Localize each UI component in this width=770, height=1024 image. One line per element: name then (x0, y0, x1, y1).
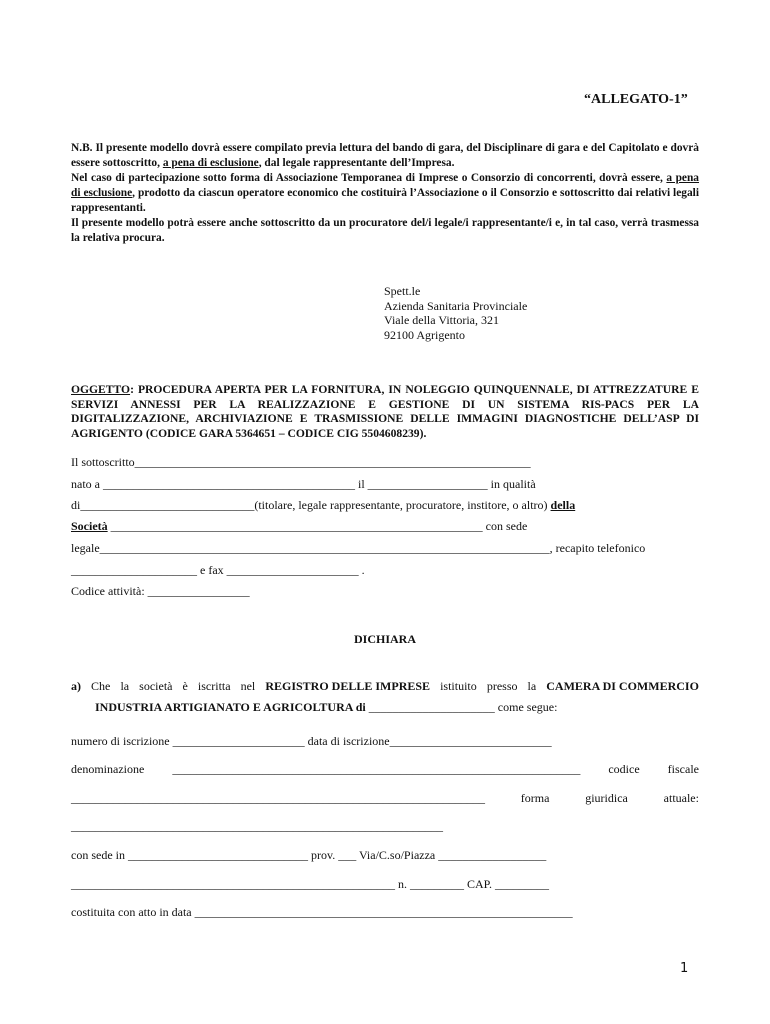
field-denominazione: denominazione ____________________________________________________________________ codice fiscale (71, 762, 699, 776)
nb-paragraph-1: N.B. Il presente modello dovrà essere compilato previa lettura del bando di gara, del Disciplinare di gara e del Capitolato e dovrà essere sottoscritto, a pena di esclusione, dal legale rappresentante dell’Impresa. (71, 142, 699, 169)
oggetto-paragraph (71, 383, 699, 441)
field-telefono-fax: _____________________ e fax ______________________ . (71, 563, 365, 577)
address-line-2: Azienda Sanitaria Provinciale (384, 298, 528, 313)
page-number: 1 (680, 961, 689, 976)
oggetto-label: OGGETTO (71, 383, 131, 396)
document-label-allegato: “ALLEGATO-1” (584, 92, 688, 107)
nb-notice (71, 141, 699, 246)
field-con-sede: con sede in ______________________________ prov. ___ Via/C.so/Piazza __________________ (71, 848, 547, 862)
address-line-3: Viale della Vittoria, 321 (384, 313, 499, 327)
field-qualita: di_____________________________(titolare, legale rappresentante, procuratore, institore, o altro) della (71, 498, 576, 512)
address-line-4: 92100 Agrigento (384, 327, 465, 342)
field-codice-attivita: Codice attività: _________________ (71, 584, 250, 598)
field-costituita: costituita con atto in data _______________________________________________________________ (71, 905, 573, 919)
section-a-line-2: INDUSTRIA ARTIGIANATO E AGRICOLTURA di _____________________ come segue: (95, 700, 558, 714)
field-nato-a: nato a __________________________________________ il ____________________ in qualità (71, 477, 536, 491)
field-sottoscritto: Il sottoscritto__________________________________________________________________ (71, 455, 531, 469)
field-blank-line: ______________________________________________________________ (71, 819, 443, 833)
field-forma-giuridica: _____________________________________________________________________ forma giuridica attuale: (71, 791, 699, 805)
field-numero-cap: ______________________________________________________ n. _________ CAP. _________ (71, 877, 550, 891)
oggetto-text: : PROCEDURA APERTA PER LA FORNITURA, IN NOLEGGIO QUINQUENNALE, DI ATTREZZATURE E SERVIZI ANNESSI PER LA REALIZZAZIONE E GESTIONE DI UN SISTEMA RIS-PACS PER LA DIGITALIZZAZIONE, ARCHIVIAZIONE E TRASMISSIONE DELLE IMMAGINI DIAGNOSTICHE DELL’ASP DI AGRIGENTO (CODICE GARA 5364651 – CODICE CIG 5504608239). (71, 383, 699, 440)
dichiara-heading: DICHIARA (354, 632, 417, 646)
section-a (71, 676, 699, 718)
nb-paragraph-2: Nel caso di partecipazione sotto forma di Associazione Temporanea di Imprese o Consorzio di concorrenti, dovrà essere, a pena di esclusione, prodotto da ciascun operatore economico che costituirà l’Associazione o il Consorzio e sottoscritto dai relativi legali rappresentanti. (71, 172, 699, 214)
address-line-1: Spett.le (384, 284, 421, 298)
field-numero-iscrizione: numero di iscrizione ______________________ data di iscrizione___________________________ (71, 734, 552, 748)
recipient-address (384, 284, 527, 342)
field-societa: Società ______________________________________________________________ con sede (71, 519, 528, 533)
field-sede-legale: legale___________________________________________________________________________, recapito telefonico (71, 541, 646, 555)
section-a-line-1: a) Che la società è iscritta nel REGISTRO DELLE IMPRESE istituito presso la CAMERA DI COMMERCIO (71, 679, 699, 693)
nb-paragraph-3: Il presente modello potrà essere anche sottoscritto da un procuratore del/i legale/i rappresentante/i e, in tal caso, verrà trasmessa la relativa procura. (71, 217, 699, 244)
